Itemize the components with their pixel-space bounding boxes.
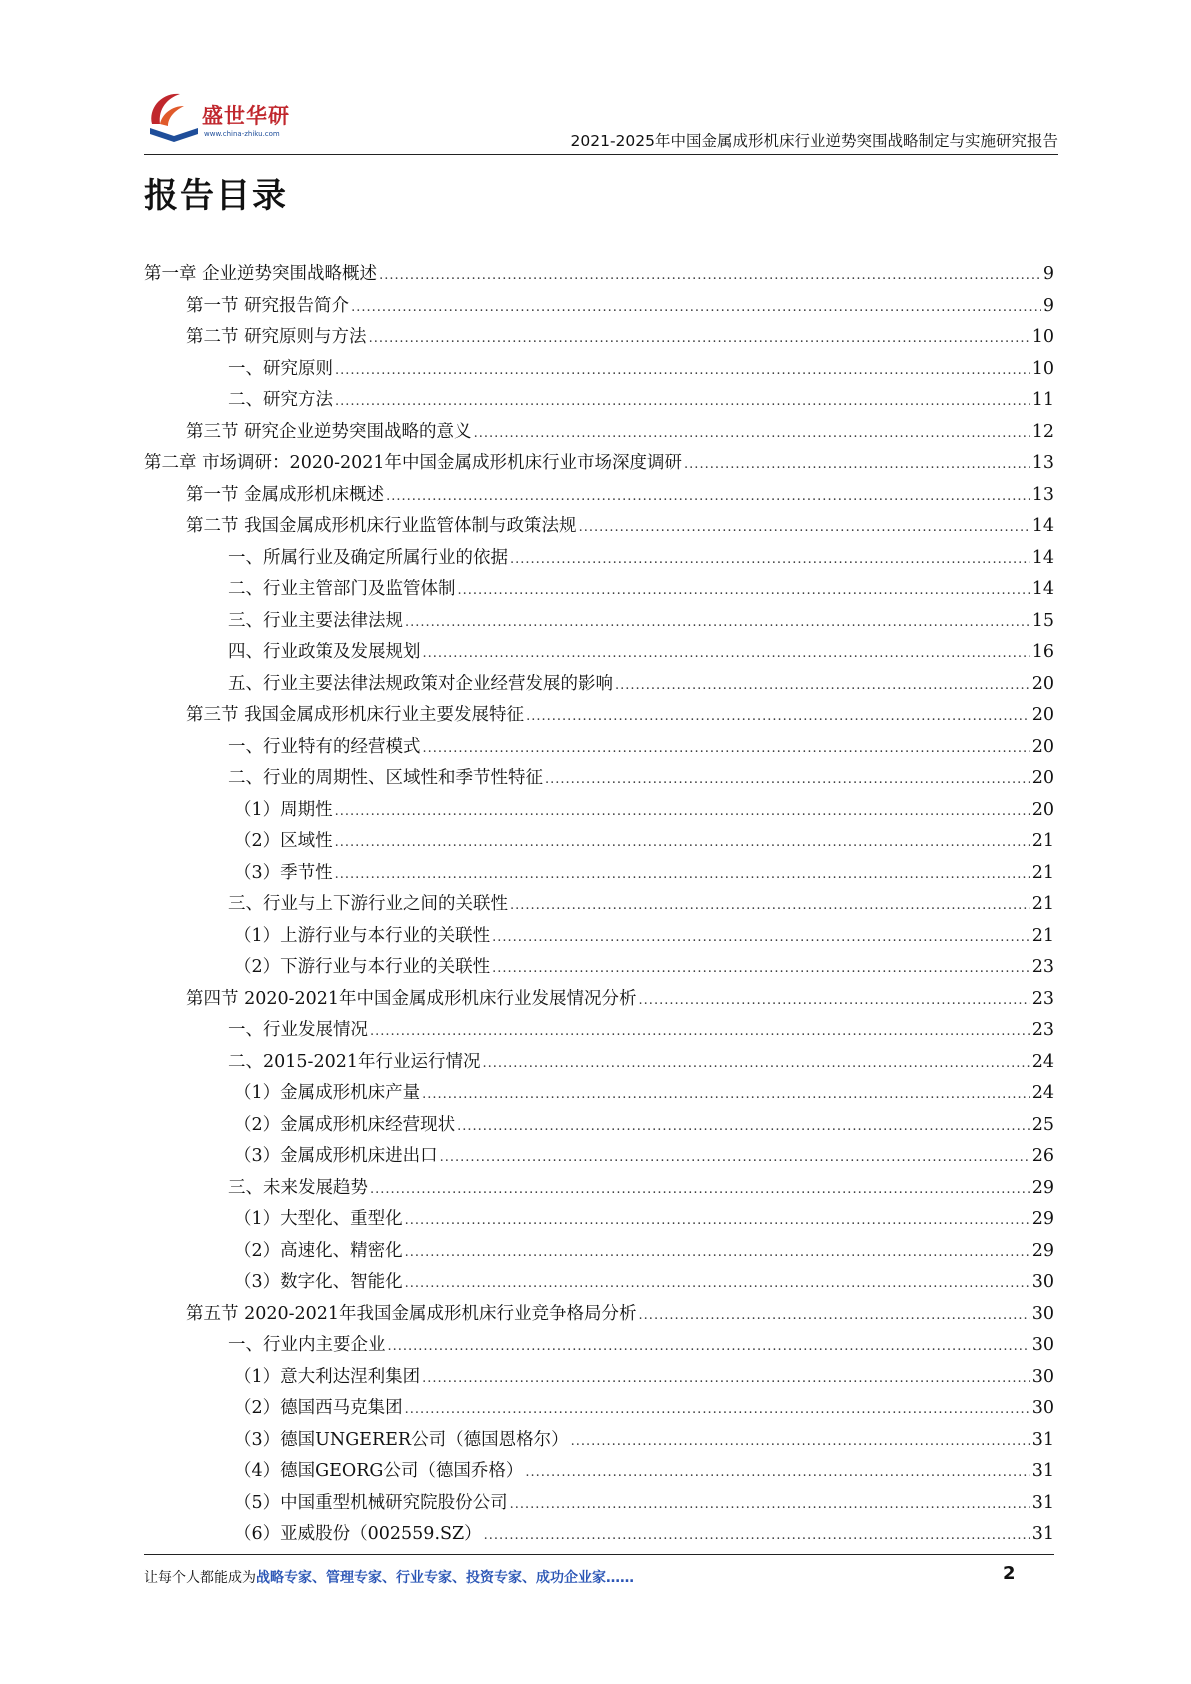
toc-dot-leader xyxy=(423,741,1030,756)
toc-dot-leader xyxy=(351,300,1041,315)
toc-entry-title: 第三节 研究企业逆势突围战略的意义 xyxy=(186,421,472,442)
toc-dot-leader xyxy=(423,646,1030,661)
toc-entry-title: 二、2015-2021年行业运行情况 xyxy=(228,1051,481,1072)
toc-entry[interactable] xyxy=(144,449,1054,481)
toc-entry[interactable] xyxy=(144,386,1054,418)
toc-entry[interactable] xyxy=(144,323,1054,355)
toc-dot-leader xyxy=(335,804,1030,819)
logo-mark-icon xyxy=(144,84,204,146)
toc-entry-title: 一、行业发展情况 xyxy=(228,1020,368,1040)
toc-entry-title: 二、行业的周期性、区域性和季节性特征 xyxy=(228,768,543,788)
toc-entry-page: 23 xyxy=(1031,1020,1054,1040)
toc-entry[interactable] xyxy=(144,607,1054,639)
toc-dot-leader xyxy=(492,930,1030,945)
toc-dot-leader xyxy=(484,1528,1030,1543)
toc-dot-leader xyxy=(684,457,1030,472)
toc-entry[interactable] xyxy=(144,1079,1054,1111)
footer-divider xyxy=(144,1554,1054,1555)
footer-slogan xyxy=(144,1567,634,1587)
toc-dot-leader xyxy=(525,1465,1029,1480)
toc-entry-title: 第一章 企业逆势突围战略概述 xyxy=(144,264,378,284)
toc-entry[interactable] xyxy=(144,1205,1054,1237)
toc-entry-page: 23 xyxy=(1031,988,1054,1009)
toc-entry-page: 31 xyxy=(1031,1524,1054,1544)
toc-dot-leader xyxy=(510,1497,1030,1512)
toc-entry-page: 30 xyxy=(1031,1272,1054,1292)
toc-entry[interactable] xyxy=(144,1268,1054,1300)
toc-entry[interactable] xyxy=(144,670,1054,702)
toc-entry-page: 10 xyxy=(1031,327,1054,347)
toc-entry-page: 24 xyxy=(1031,1051,1054,1072)
toc-dot-leader xyxy=(492,961,1030,976)
toc-entry-page: 31 xyxy=(1031,1492,1054,1513)
toc-entry-title: 五、行业主要法律法规政策对企业经营发展的影响 xyxy=(228,673,613,694)
toc-entry-title: （3）金属成形机床进出口 xyxy=(234,1146,438,1166)
toc-dot-leader xyxy=(422,1087,1030,1102)
toc-dot-leader xyxy=(335,835,1030,850)
toc-entry[interactable] xyxy=(144,1363,1054,1395)
toc-dot-leader xyxy=(369,331,1030,346)
toc-entry-page: 31 xyxy=(1031,1429,1054,1450)
toc-entry-page: 25 xyxy=(1031,1114,1054,1135)
toc-entry-title: 第一节 金属成形机床概述 xyxy=(186,484,385,505)
toc-dot-leader xyxy=(335,867,1030,882)
toc-entry-page: 14 xyxy=(1031,579,1054,599)
toc-dot-leader xyxy=(510,898,1030,913)
toc-entry-page: 9 xyxy=(1042,264,1054,284)
toc-entry[interactable] xyxy=(144,575,1054,607)
toc-dot-leader xyxy=(579,520,1030,535)
toc-entry-page: 30 xyxy=(1031,1366,1054,1387)
toc-entry-title: 一、行业内主要企业 xyxy=(228,1335,386,1355)
toc-entry-page: 23 xyxy=(1031,957,1054,977)
toc-entry[interactable] xyxy=(144,985,1054,1017)
toc-entry[interactable] xyxy=(144,733,1054,765)
toc-entry[interactable] xyxy=(144,827,1054,859)
toc-dot-leader xyxy=(405,615,1030,630)
toc-entry[interactable] xyxy=(144,1174,1054,1206)
toc-dot-leader xyxy=(405,1276,1030,1291)
toc-entry-page: 13 xyxy=(1031,453,1054,473)
toc-entry-page: 21 xyxy=(1031,925,1054,946)
toc-entry-title: （1）金属成形机床产量 xyxy=(234,1083,421,1103)
toc-entry-page: 20 xyxy=(1031,736,1054,757)
toc-entry-title: （2）高速化、精密化 xyxy=(234,1240,403,1261)
toc-entry-page: 20 xyxy=(1031,799,1054,820)
toc-entry-page: 16 xyxy=(1031,642,1054,662)
toc-entry[interactable] xyxy=(144,953,1054,985)
toc-dot-leader xyxy=(422,1371,1030,1386)
toc-entry[interactable] xyxy=(144,1142,1054,1174)
toc-entry[interactable] xyxy=(144,1111,1054,1143)
toc-entry[interactable] xyxy=(144,1394,1054,1426)
toc-entry[interactable] xyxy=(144,859,1054,891)
toc-dot-leader xyxy=(571,1434,1030,1449)
toc-dot-leader xyxy=(639,993,1030,1008)
toc-entry-title: （1）意大利达涅利集团 xyxy=(234,1366,421,1387)
toc-dot-leader xyxy=(405,1213,1030,1228)
toc-entry[interactable] xyxy=(144,544,1054,576)
toc-entry-page: 20 xyxy=(1031,673,1054,694)
toc-entry[interactable] xyxy=(144,890,1054,922)
toc-entry-title: （3）德国UNGERER公司（德国恩格尔） xyxy=(234,1429,569,1450)
toc-entry[interactable] xyxy=(144,764,1054,796)
page-title: 报告目录 xyxy=(144,176,288,216)
toc-entry-page: 20 xyxy=(1031,705,1054,725)
toc-entry-title: （2）区域性 xyxy=(234,831,333,851)
toc-entry-title: 第二节 我国金属成形机床行业监管体制与政策法规 xyxy=(186,516,577,536)
toc-entry-page: 21 xyxy=(1031,862,1054,883)
toc-entry-title: 三、行业与上下游行业之间的关联性 xyxy=(228,894,508,914)
toc-entry[interactable] xyxy=(144,701,1054,733)
toc-entry-title: 第二章 市场调研：2020-2021年中国金属成形机床行业市场深度调研 xyxy=(144,453,683,473)
toc-entry-title: 一、行业特有的经营模式 xyxy=(228,736,421,757)
toc-entry-title: （2）德国西马克集团 xyxy=(234,1398,403,1418)
toc-entry-page: 14 xyxy=(1031,547,1054,568)
toc-entry[interactable] xyxy=(144,1237,1054,1269)
toc-entry-page: 29 xyxy=(1031,1209,1054,1229)
logo-url: www.china-zhiku.com xyxy=(204,130,280,138)
toc-entry-page: 11 xyxy=(1031,390,1054,410)
toc-entry[interactable] xyxy=(144,292,1054,324)
toc-entry[interactable] xyxy=(144,512,1054,544)
toc-entry-title: （6）亚威股份（002559.SZ） xyxy=(234,1524,482,1544)
toc-entry[interactable] xyxy=(144,418,1054,450)
toc-entry-page: 30 xyxy=(1031,1303,1054,1324)
toc-entry-title: 第三节 我国金属成形机床行业主要发展特征 xyxy=(186,705,525,725)
toc-entry-page: 31 xyxy=(1031,1461,1054,1481)
toc-dot-leader xyxy=(483,1056,1030,1071)
toc-entry[interactable] xyxy=(144,796,1054,828)
toc-entry[interactable] xyxy=(144,1300,1054,1332)
toc-entry-title: （3）数字化、智能化 xyxy=(234,1272,403,1292)
toc-entry-page: 13 xyxy=(1031,484,1054,505)
toc-entry[interactable] xyxy=(144,260,1054,292)
toc-entry-title: 第四节 2020-2021年中国金属成形机床行业发展情况分析 xyxy=(186,988,637,1009)
toc-entry-title: 三、行业主要法律法规 xyxy=(228,610,403,631)
toc-entry-title: 四、行业政策及发展规划 xyxy=(228,642,421,662)
toc-entry-title: 第五节 2020-2021年我国金属成形机床行业竞争格局分析 xyxy=(186,1303,637,1324)
logo-name: 盛世华研 xyxy=(202,104,290,128)
toc-entry-page: 15 xyxy=(1031,610,1054,631)
toc-entry-title: 第二节 研究原则与方法 xyxy=(186,327,367,347)
toc-dot-leader xyxy=(457,1119,1030,1134)
toc-dot-leader xyxy=(405,1402,1030,1417)
toc-entry-page: 12 xyxy=(1031,421,1054,442)
toc-entry[interactable] xyxy=(144,1331,1054,1363)
toc-entry-page: 21 xyxy=(1031,831,1054,851)
toc-entry-page: 26 xyxy=(1031,1146,1054,1166)
toc-entry[interactable] xyxy=(144,1489,1054,1521)
toc-dot-leader xyxy=(474,426,1030,441)
toc-entry-title: （4）德国GEORG公司（德国乔格） xyxy=(234,1461,524,1481)
toc-entry[interactable] xyxy=(144,1520,1054,1552)
toc-entry-page: 24 xyxy=(1031,1083,1054,1103)
toc-entry-title: （1）周期性 xyxy=(234,799,333,820)
toc-entry-page: 14 xyxy=(1031,516,1054,536)
toc-dot-leader xyxy=(379,268,1041,283)
toc-entry-page: 20 xyxy=(1031,768,1054,788)
toc-entry-title: （2）金属成形机床经营现状 xyxy=(234,1114,456,1135)
toc-entry-title: （1）大型化、重型化 xyxy=(234,1209,403,1229)
toc-dot-leader xyxy=(510,552,1030,567)
toc-entry[interactable] xyxy=(144,922,1054,954)
toc-entry[interactable] xyxy=(144,1016,1054,1048)
toc-entry-page: 29 xyxy=(1031,1240,1054,1261)
toc-entry-title: 一、研究原则 xyxy=(228,358,333,379)
toc-entry-title: 一、所属行业及确定所属行业的依据 xyxy=(228,547,508,568)
toc-entry-title: 三、未来发展趋势 xyxy=(228,1177,368,1198)
header-divider xyxy=(144,154,1058,155)
toc-entry-title: （2）下游行业与本行业的关联性 xyxy=(234,957,491,977)
toc-entry-title: 二、行业主管部门及监管体制 xyxy=(228,579,456,599)
table-of-contents xyxy=(144,260,1054,1552)
page-header xyxy=(144,78,1058,158)
toc-dot-leader xyxy=(370,1182,1030,1197)
report-title: 2021-2025年中国金属成形机床行业逆势突围战略制定与实施研究报告 xyxy=(570,132,1058,150)
toc-entry-page: 30 xyxy=(1031,1335,1054,1355)
toc-dot-leader xyxy=(388,1339,1030,1354)
toc-dot-leader xyxy=(458,583,1030,598)
toc-dot-leader xyxy=(615,678,1030,693)
toc-entry[interactable] xyxy=(144,1426,1054,1458)
toc-entry-page: 30 xyxy=(1031,1398,1054,1418)
toc-entry[interactable] xyxy=(144,1048,1054,1080)
toc-dot-leader xyxy=(335,394,1030,409)
toc-dot-leader xyxy=(370,1024,1030,1039)
toc-entry-title: （1）上游行业与本行业的关联性 xyxy=(234,925,491,946)
toc-entry-page: 10 xyxy=(1031,358,1054,379)
toc-entry[interactable] xyxy=(144,638,1054,670)
toc-entry-title: （5）中国重型机械研究院股份公司 xyxy=(234,1492,508,1513)
toc-entry[interactable] xyxy=(144,481,1054,513)
toc-entry-title: 第一节 研究报告简介 xyxy=(186,295,350,316)
toc-entry[interactable] xyxy=(144,1457,1054,1489)
toc-entry-title: （3）季节性 xyxy=(234,862,333,883)
toc-entry[interactable] xyxy=(144,355,1054,387)
toc-dot-leader xyxy=(335,363,1030,378)
toc-dot-leader xyxy=(405,1245,1030,1260)
toc-dot-leader xyxy=(526,709,1030,724)
company-logo xyxy=(144,84,314,150)
footer-slogan-prefix: 让每个人都能成为 xyxy=(144,1570,256,1586)
toc-entry-page: 21 xyxy=(1031,894,1054,914)
footer-slogan-highlight: 战略专家、管理专家、行业专家、投资专家、成功企业家…… xyxy=(256,1570,634,1586)
page-number: 2 xyxy=(1003,1563,1016,1584)
toc-dot-leader xyxy=(440,1150,1030,1165)
toc-entry-page: 29 xyxy=(1031,1177,1054,1198)
toc-entry-page: 9 xyxy=(1042,295,1054,316)
toc-dot-leader xyxy=(545,772,1030,787)
toc-entry-title: 二、研究方法 xyxy=(228,390,333,410)
toc-dot-leader xyxy=(386,489,1030,504)
toc-dot-leader xyxy=(639,1308,1030,1323)
